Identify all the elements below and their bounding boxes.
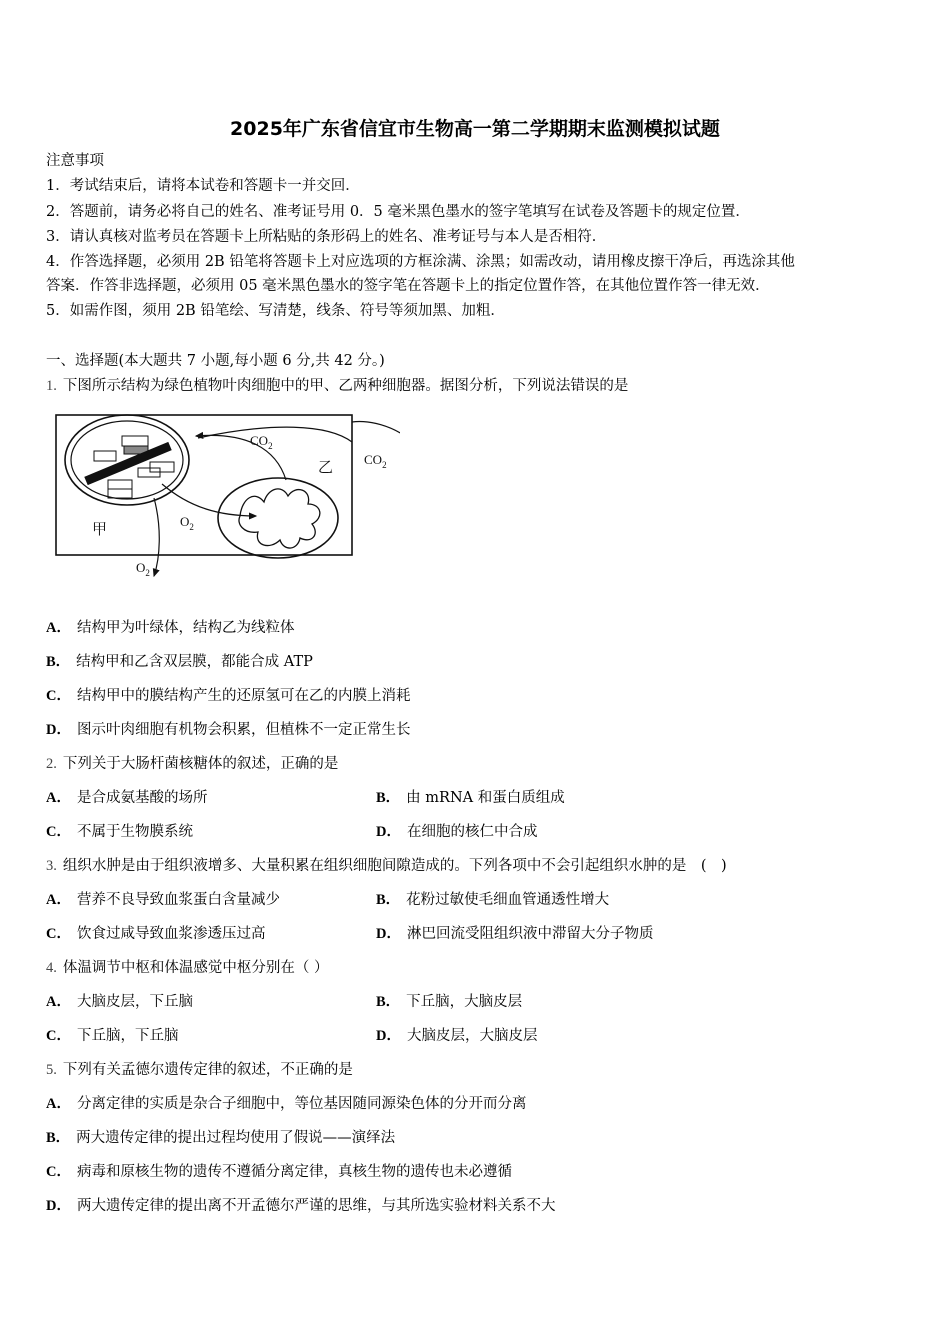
notice-item: 5．如需作图，须用 2B 铅笔绘、写清楚，线条、符号等须加黑、加粗． <box>46 303 505 319</box>
question-4-option-d <box>376 1027 537 1045</box>
question-2-stem <box>46 755 338 773</box>
question-1-stem <box>46 377 628 395</box>
question-number: 5. <box>46 1062 57 1078</box>
option-letter: D． <box>376 824 401 840</box>
question-text: 组织水肿是由于组织液增多、大量积累在组织细胞间隙造成的。下列各项中不会引起组织水肿的是 ( ) <box>62 858 727 874</box>
option-text: 大脑皮层，下丘脑 <box>76 994 193 1010</box>
question-text: 下图所示结构为绿色植物叶肉细胞中的甲、乙两种细胞器。据图分析，下列说法错误的是 <box>62 378 629 394</box>
question-2-option-b <box>376 789 565 807</box>
granum <box>108 489 132 498</box>
option-letter: B． <box>376 994 401 1010</box>
question-5-stem <box>46 1061 353 1079</box>
page-title: 2025年广东省信宜市生物高一第二学期期末监测模拟试题 <box>230 118 720 140</box>
option-text: 花粉过敏使毛细血管通透性增大 <box>406 892 610 908</box>
subscript-2: 2 <box>382 460 387 470</box>
option-letter: B． <box>376 790 401 806</box>
question-5-option-a <box>46 1095 526 1113</box>
arrow-external-co2 <box>198 427 352 442</box>
question-4-option-c <box>46 1027 178 1045</box>
option-letter: A． <box>46 1096 71 1112</box>
subscript-2: 2 <box>189 522 194 532</box>
o2-text: O <box>180 514 190 529</box>
question-5-option-b <box>46 1129 395 1147</box>
notice-item: 3．请认真核对监考员在答题卡上所粘贴的条形码上的姓名、准考证号与本人是否相符． <box>46 229 607 245</box>
co2-label-inner <box>250 433 273 451</box>
option-letter: D． <box>46 1198 71 1214</box>
option-letter: C． <box>46 1028 71 1044</box>
question-number: 1. <box>46 378 57 394</box>
question-4-option-b <box>376 993 522 1011</box>
option-letter: D． <box>46 722 71 738</box>
question-1-option-a <box>46 619 294 637</box>
question-3-option-a <box>46 891 280 909</box>
option-text: 两大遗传定律的提出过程均使用了假说——演绎法 <box>76 1130 396 1146</box>
question-text: 下列有关孟德尔遗传定律的叙述，不正确的是 <box>62 1062 353 1078</box>
question-1-option-d <box>46 721 410 739</box>
o2-label-inner <box>180 514 194 532</box>
option-text: 病毒和原核生物的遗传不遵循分离定律，真核生物的遗传也未必遵循 <box>76 1164 512 1180</box>
question-4-stem <box>46 959 328 977</box>
option-text: 下丘脑，下丘脑 <box>76 1028 179 1044</box>
question-3-option-d <box>376 925 653 943</box>
granum <box>94 451 116 461</box>
question-2-option-a <box>46 789 207 807</box>
label-jia: 甲 <box>92 520 108 538</box>
notice-heading: 注意事项 <box>46 153 104 169</box>
option-letter: D． <box>376 926 401 942</box>
option-text: 下丘脑，大脑皮层 <box>406 994 523 1010</box>
option-text: 不属于生物膜系统 <box>76 824 193 840</box>
subscript-2: 2 <box>145 568 150 578</box>
question-2-option-c <box>46 823 193 841</box>
arrow-external-co2-entry <box>352 422 400 435</box>
question-5-option-d <box>46 1197 555 1215</box>
co2-text: CO <box>250 433 269 448</box>
granum <box>108 480 132 489</box>
arrow-o2-to-mitochondrion <box>162 484 256 516</box>
option-text: 图示叶肉细胞有机物会积累，但植株不一定正常生长 <box>76 722 411 738</box>
co2-label-outer <box>364 452 387 470</box>
notice-item: 4．作答选择题，必须用 2B 铅笔将答题卡上对应选项的方框涂满、涂黑；如需改动，请用橡皮擦干净后，再选涂其他 <box>46 254 795 270</box>
option-text: 结构甲中的膜结构产生的还原氢可在乙的内膜上消耗 <box>76 688 411 704</box>
option-letter: B． <box>46 654 71 670</box>
mitochondrion-outer-membrane <box>218 478 338 558</box>
granum <box>150 462 174 472</box>
option-text: 结构甲为叶绿体，结构乙为线粒体 <box>76 620 295 636</box>
option-text: 分离定律的实质是杂合子细胞中，等位基因随同源染色体的分开而分离 <box>76 1096 527 1112</box>
option-letter: B． <box>46 1130 71 1146</box>
question-3-option-b <box>376 891 609 909</box>
co2-text: CO <box>364 452 383 467</box>
option-letter: B． <box>376 892 401 908</box>
option-text: 两大遗传定律的提出离不开孟德尔严谨的思维，与其所选实验材料关系不大 <box>76 1198 556 1214</box>
notice-item: 答案．作答非选择题，必须用 05 毫米黑色墨水的签字笔在答题卡上的指定位置作答，在其他位置作答一律无效． <box>46 278 770 294</box>
question-1-option-c <box>46 687 410 705</box>
question-number: 4. <box>46 960 57 976</box>
o2-label-outer <box>136 560 150 578</box>
option-letter: C． <box>46 688 71 704</box>
section-heading: 一、选择题(本大题共 7 小题,每小题 6 分,共 42 分。) <box>46 353 385 369</box>
arrow-o2-out <box>154 498 159 576</box>
notice-item: 2．答题前，请务必将自己的姓名、准考证号用 0．5 毫米黑色墨水的签字笔填写在试卷及答题卡的规定位置． <box>46 204 750 220</box>
option-letter: C． <box>46 1164 71 1180</box>
notice-item: 1．考试结束后，请将本试卷和答题卡一并交回． <box>46 178 360 194</box>
question-text: 下列关于大肠杆菌核糖体的叙述，正确的是 <box>62 756 339 772</box>
option-text: 饮食过咸导致血浆渗透压过高 <box>76 926 266 942</box>
option-text: 在细胞的核仁中合成 <box>406 824 538 840</box>
question-3-option-c <box>46 925 265 943</box>
option-letter: A． <box>46 620 71 636</box>
granum <box>122 436 148 446</box>
option-letter: A． <box>46 892 71 908</box>
question-2-option-d <box>376 823 537 841</box>
o2-text: O <box>136 560 146 575</box>
subscript-2: 2 <box>268 441 273 451</box>
option-letter: C． <box>46 824 71 840</box>
option-text: 大脑皮层，大脑皮层 <box>406 1028 538 1044</box>
option-text: 淋巴回流受阻组织液中滞留大分子物质 <box>406 926 654 942</box>
option-text: 结构甲和乙含双层膜，都能合成 ATP <box>76 654 313 670</box>
option-letter: A． <box>46 790 71 806</box>
option-text: 营养不良导致血浆蛋白含量减少 <box>76 892 280 908</box>
question-3-stem <box>46 857 727 875</box>
option-letter: C． <box>46 926 71 942</box>
option-text: 是合成氨基酸的场所 <box>76 790 208 806</box>
option-letter: A． <box>46 994 71 1010</box>
mitochondrion-cristae <box>239 489 320 548</box>
option-text: 由 mRNA 和蛋白质组成 <box>406 790 565 806</box>
question-1-option-b <box>46 653 313 671</box>
question-text: 体温调节中枢和体温感觉中枢分别在（ ） <box>62 960 329 976</box>
question-4-option-a <box>46 993 193 1011</box>
option-letter: D． <box>376 1028 401 1044</box>
organelle-diagram <box>50 398 400 583</box>
label-yi: 乙 <box>318 458 334 476</box>
question-number: 2. <box>46 756 57 772</box>
question-5-option-c <box>46 1163 512 1181</box>
question-number: 3. <box>46 858 57 874</box>
